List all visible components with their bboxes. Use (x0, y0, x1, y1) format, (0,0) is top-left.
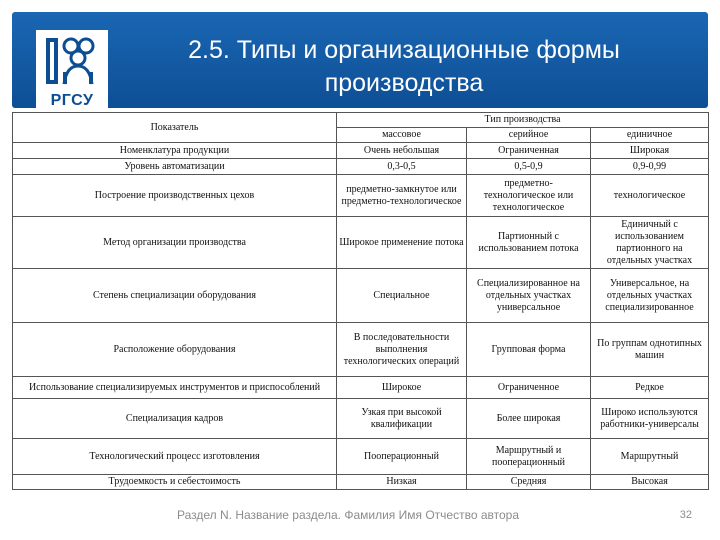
table-cell: Единичный с использованием партионного на отдельных участках (591, 217, 709, 269)
table-cell: Редкое (591, 377, 709, 399)
table-cell: Узкая при высокой квалификации (337, 399, 467, 439)
table-row (13, 439, 709, 475)
table-header-row (13, 113, 709, 128)
row-label: Расположение оборудования (13, 323, 337, 377)
table-cell: Широкая (591, 143, 709, 159)
table-cell: Широкое (337, 377, 467, 399)
table-row (13, 269, 709, 323)
table-cell: предметно-технологическое или технологическое (467, 175, 591, 217)
table-cell: Пооперационный (337, 439, 467, 475)
table-cell: Средняя (467, 475, 591, 490)
production-types-table-container (12, 112, 708, 498)
table-cell: Более широкая (467, 399, 591, 439)
slide-title: 2.5. Типы и организационные формы производства (188, 36, 620, 97)
table-cell: Групповая форма (467, 323, 591, 377)
row-label: Уровень автоматизации (13, 159, 337, 175)
table-cell: Очень небольшая (337, 143, 467, 159)
table-cell: Маршрутный и пооперационный (467, 439, 591, 475)
row-label: Специализация кадров (13, 399, 337, 439)
indicator-header: Показатель (13, 113, 337, 143)
table-cell: Ограниченная (467, 143, 591, 159)
table-row (13, 377, 709, 399)
table-cell: Специализированное на отдельных участках универсальное (467, 269, 591, 323)
row-label: Трудоемкость и себестоимость (13, 475, 337, 490)
column-single: единичное (591, 128, 709, 143)
table-row (13, 143, 709, 159)
row-label: Степень специализации оборудования (13, 269, 337, 323)
table-cell: 0,9-0,99 (591, 159, 709, 175)
row-label: Метод организации производства (13, 217, 337, 269)
logo-emblem-icon (36, 30, 108, 92)
table-cell: Высокая (591, 475, 709, 490)
table-cell: технологическое (591, 175, 709, 217)
table-row (13, 323, 709, 377)
table-row (13, 475, 709, 490)
row-label: Использование специализируемых инструментов и приспособлений (13, 377, 337, 399)
table-cell: 0,3-0,5 (337, 159, 467, 175)
production-type-header: Тип производства (337, 113, 709, 128)
row-label: Номенклатура продукции (13, 143, 337, 159)
rgsu-logo (36, 30, 108, 114)
page-number: 32 (679, 509, 692, 521)
row-label: Построение производственных цехов (13, 175, 337, 217)
table-cell: Широко используются работники-универсалы (591, 399, 709, 439)
table-cell: По группам однотипных машин (591, 323, 709, 377)
table-cell: В последовательности выполнения технологических операций (337, 323, 467, 377)
column-mass: массовое (337, 128, 467, 143)
table-row (13, 399, 709, 439)
logo-text: РГСУ (50, 92, 94, 109)
table-cell: Маршрутный (591, 439, 709, 475)
table-cell: Универсальное, на отдельных участках специализированное (591, 269, 709, 323)
table-row (13, 217, 709, 269)
production-types-table (12, 112, 709, 490)
table-cell: Партионный с использованием потока (467, 217, 591, 269)
table-cell: Широкое применение потока (337, 217, 467, 269)
slide-footer (12, 500, 708, 530)
table-cell: 0,5-0,9 (467, 159, 591, 175)
table-row (13, 175, 709, 217)
slide-header (12, 12, 708, 108)
table-cell: Ограниченное (467, 377, 591, 399)
column-serial: серийное (467, 128, 591, 143)
table-row (13, 159, 709, 175)
table-cell: предметно-замкнутое или предметно-технологическое (337, 175, 467, 217)
table-cell: Низкая (337, 475, 467, 490)
footer-text: Раздел N. Название раздела. Фамилия Имя Отчество автора (176, 508, 520, 522)
row-label: Технологический процесс изготовления (13, 439, 337, 475)
table-cell: Специальное (337, 269, 467, 323)
